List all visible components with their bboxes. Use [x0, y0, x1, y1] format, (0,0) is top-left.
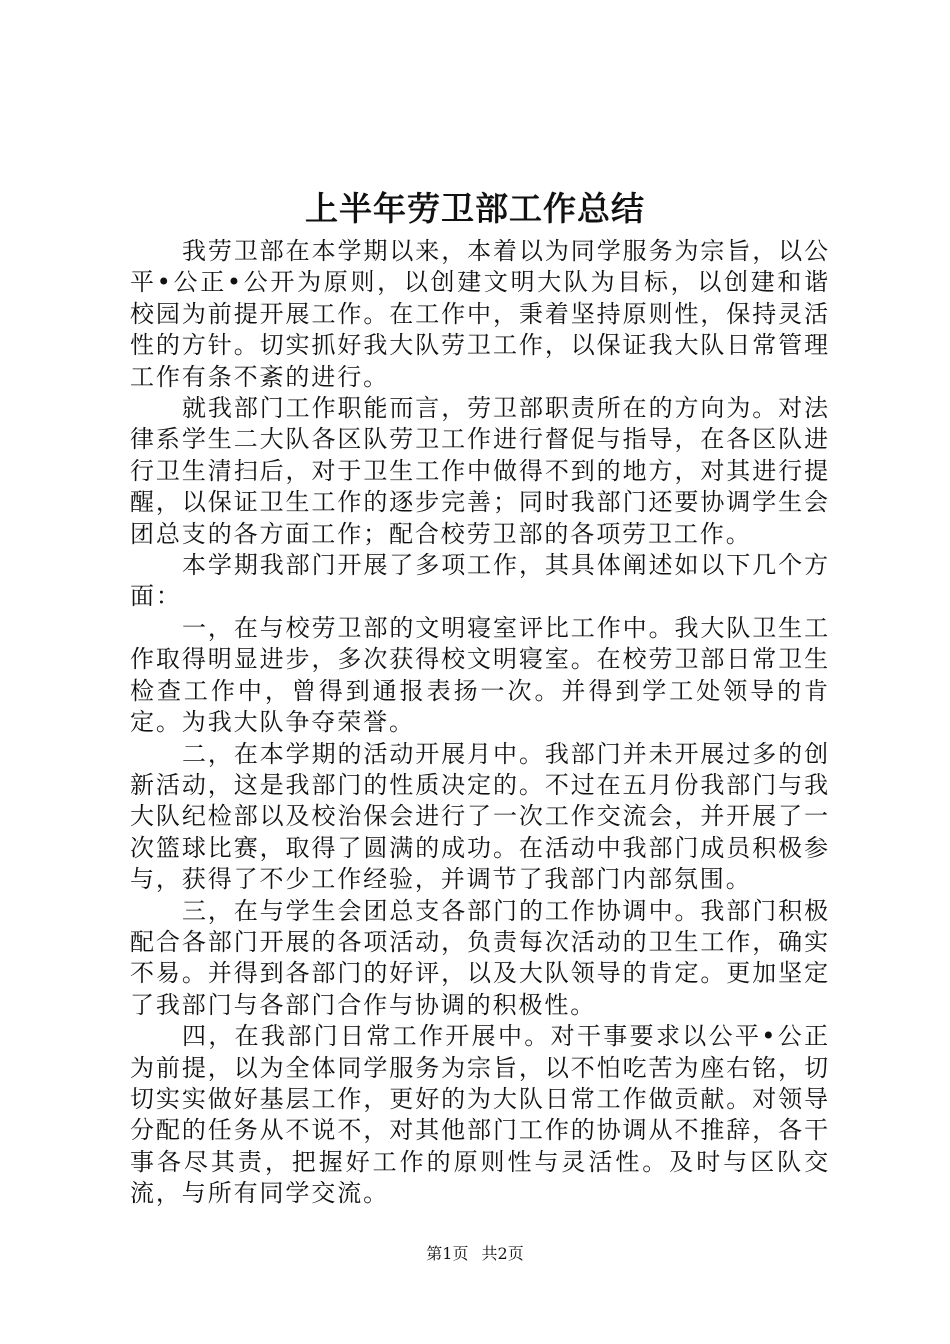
document-title: 上半年劳卫部工作总结	[305, 189, 645, 228]
page-total: 共2页	[481, 1244, 524, 1263]
paragraph-item-four: 四，在我部门日常工作开展中。对干事要求以公平•公正为前提，以为全体同学服务为宗旨，以不怕吃苦为座右铭，切切实实做好基层工作，更好的为大队日常工作做贡献。对领导分配的任务从不说不，对其他部门工作的协调从不推辞，各干事各尽其责，把握好工作的原则性与灵活性。及时与区队交流，与所有同学交流。	[130, 1022, 830, 1208]
paragraph-item-three: 三，在与学生会团总支各部门的工作协调中。我部门积极配合各部门开展的各项活动，负责每次活动的卫生工作，确实不易。并得到各部门的好评，以及大队领导的肯定。更加坚定了我部门与各部门合作与协调的积极性。	[130, 896, 830, 1019]
page-footer	[0, 1243, 950, 1265]
document-body	[130, 236, 830, 1210]
paragraph-overview: 本学期我部门开展了多项工作，其具体阐述如以下几个方面：	[130, 551, 830, 611]
page-number: 第1页	[426, 1244, 469, 1263]
paragraph-intro: 我劳卫部在本学期以来，本着以为同学服务为宗旨，以公平•公正•公开为原则，以创建文明大队为目标，以创建和谐校园为前提开展工作。在工作中，秉着坚持原则性，保持灵活性的方针。切实抓好我大队劳卫工作，以保证我大队日常管理工作有条不紊的进行。	[130, 237, 830, 391]
paragraph-item-two: 二，在本学期的活动开展月中。我部门并未开展过多的创新活动，这是我部门的性质决定的。不过在五月份我部门与我大队纪检部以及校治保会进行了一次工作交流会，并开展了一次篮球比赛，取得了圆满的成功。在活动中我部门成员积极参与，获得了不少工作经验，并调节了我部门内部氛围。	[130, 739, 830, 894]
paragraph-item-one: 一，在与校劳卫部的文明寝室评比工作中。我大队卫生工作取得明显进步，多次获得校文明寝室。在校劳卫部日常卫生检查工作中，曾得到通报表扬一次。并得到学工处领导的肯定。为我大队争夺荣誉。	[130, 613, 830, 737]
paragraph-duties: 就我部门工作职能而言，劳卫部职责所在的方向为。对法律系学生二大队各区队劳卫工作进行督促与指导，在各区队进行卫生清扫后，对于卫生工作中做得不到的地方，对其进行提醒，以保证卫生工作的逐步完善；同时我部门还要协调学生会团总支的各方面工作；配合校劳卫部的各项劳卫工作。	[130, 394, 830, 548]
